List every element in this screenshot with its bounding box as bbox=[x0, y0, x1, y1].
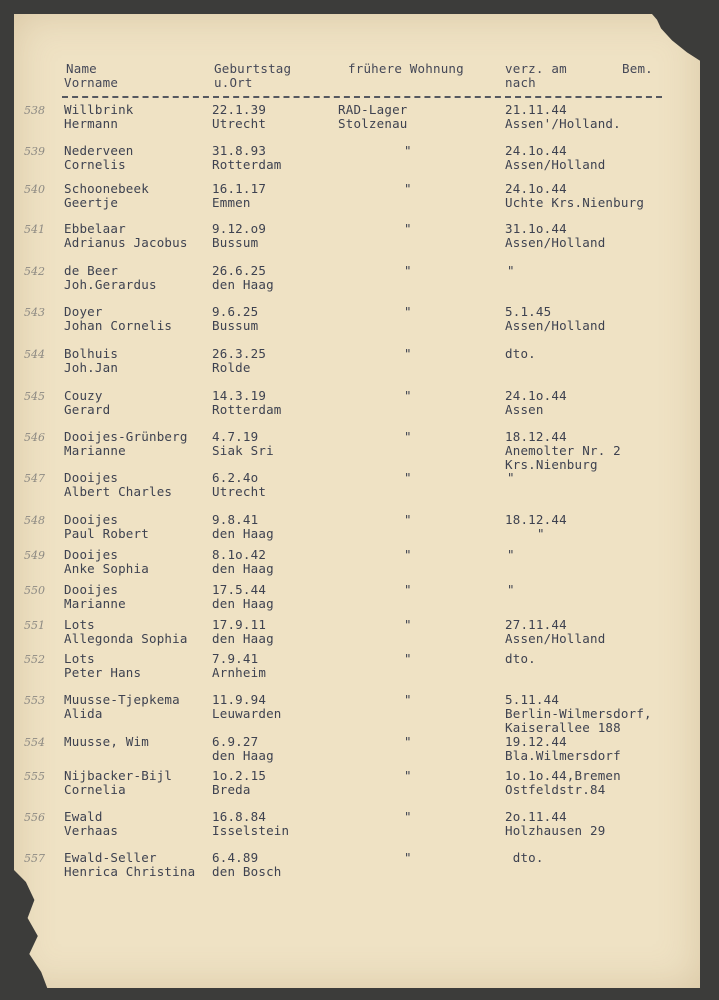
moved-destination-line2: Kaiserallee 188 bbox=[505, 720, 621, 735]
birth-date: 6.9.27 bbox=[212, 734, 259, 749]
moved-date: 24.1o.44 bbox=[505, 181, 567, 196]
birth-place: Rolde bbox=[212, 360, 251, 375]
row-number: 543 bbox=[24, 306, 45, 319]
given-name: Alida bbox=[64, 706, 103, 721]
birth-date: 1o.2.15 bbox=[212, 768, 267, 783]
previous-residence-ditto: " bbox=[404, 582, 412, 597]
surname: Ebbelaar bbox=[64, 221, 126, 236]
birth-place: den Haag bbox=[212, 561, 274, 576]
row-number: 539 bbox=[24, 145, 45, 158]
row-number: 551 bbox=[24, 619, 45, 632]
surname: Muusse-Tjepkema bbox=[64, 692, 180, 707]
given-name: Marianne bbox=[64, 596, 126, 611]
birth-date: 16.8.84 bbox=[212, 809, 267, 824]
birth-place: Bussum bbox=[212, 235, 259, 250]
birth-date: 4.7.19 bbox=[212, 429, 259, 444]
given-name: Peter Hans bbox=[64, 665, 142, 680]
row-number: 544 bbox=[24, 348, 45, 361]
birth-place: Emmen bbox=[212, 195, 251, 210]
moved-date: 18.12.44 bbox=[505, 429, 567, 444]
moved-destination: Holzhausen 29 bbox=[505, 823, 606, 838]
birth-place: den Haag bbox=[212, 596, 274, 611]
previous-residence-ditto: " bbox=[404, 768, 412, 783]
surname: Dooijes bbox=[64, 512, 119, 527]
moved-destination: Assen/Holland bbox=[505, 235, 606, 250]
given-name: Anke Sophia bbox=[64, 561, 149, 576]
birth-date: 26.6.25 bbox=[212, 263, 267, 278]
given-name: Joh.Gerardus bbox=[64, 277, 157, 292]
surname: Ewald bbox=[64, 809, 103, 824]
previous-residence-ditto: " bbox=[404, 809, 412, 824]
row-number: 548 bbox=[24, 514, 45, 527]
given-name: Gerard bbox=[64, 402, 111, 417]
given-name: Verhaas bbox=[64, 823, 119, 838]
birth-place: Bussum bbox=[212, 318, 259, 333]
birth-place: den Haag bbox=[212, 748, 274, 763]
surname: Willbrink bbox=[64, 102, 134, 117]
header-remarks: Bem. bbox=[622, 61, 653, 76]
birth-place: Rotterdam bbox=[212, 402, 282, 417]
surname: Lots bbox=[64, 617, 95, 632]
header-moved-to: nach bbox=[505, 75, 536, 90]
previous-residence-ditto: " bbox=[404, 429, 412, 444]
header-name: Name bbox=[66, 61, 97, 76]
birth-date: 9.8.41 bbox=[212, 512, 259, 527]
moved-destination: Ostfeldstr.84 bbox=[505, 782, 606, 797]
moved-date: " bbox=[507, 547, 515, 562]
birth-date: 6.2.4o bbox=[212, 470, 259, 485]
surname: Muusse, Wim bbox=[64, 734, 149, 749]
row-number: 555 bbox=[24, 770, 45, 783]
moved-date: 27.11.44 bbox=[505, 617, 567, 632]
birth-place: Utrecht bbox=[212, 484, 267, 499]
moved-date: dto. bbox=[505, 651, 536, 666]
previous-residence-ditto: " bbox=[404, 470, 412, 485]
given-name: Cornelis bbox=[64, 157, 126, 172]
given-name: Henrica Christina bbox=[64, 864, 196, 879]
birth-place: Leuwarden bbox=[212, 706, 282, 721]
moved-date: " bbox=[507, 582, 515, 597]
birth-place: den Bosch bbox=[212, 864, 282, 879]
surname: Bolhuis bbox=[64, 346, 119, 361]
row-number: 549 bbox=[24, 549, 45, 562]
row-number: 545 bbox=[24, 390, 45, 403]
moved-date: 18.12.44 bbox=[505, 512, 567, 527]
surname: Dooijes bbox=[64, 582, 119, 597]
birth-date: 9.6.25 bbox=[212, 304, 259, 319]
row-number: 554 bbox=[24, 736, 45, 749]
birth-place: Rotterdam bbox=[212, 157, 282, 172]
row-number: 550 bbox=[24, 584, 45, 597]
birth-place: Breda bbox=[212, 782, 251, 797]
moved-destination: Uchte Krs.Nienburg bbox=[505, 195, 645, 210]
birth-date: 17.9.11 bbox=[212, 617, 267, 632]
surname: Lots bbox=[64, 651, 95, 666]
birth-date: 8.1o.42 bbox=[212, 547, 267, 562]
previous-residence-ditto: " bbox=[404, 617, 412, 632]
row-number: 553 bbox=[24, 694, 45, 707]
moved-date: 5.1.45 bbox=[505, 304, 552, 319]
birth-place: Arnheim bbox=[212, 665, 267, 680]
moved-destination: Assen bbox=[505, 402, 544, 417]
moved-date: dto. bbox=[505, 850, 544, 865]
previous-residence-ditto: " bbox=[404, 547, 412, 562]
previous-residence-ditto: " bbox=[404, 263, 412, 278]
header-place: u.Ort bbox=[214, 75, 253, 90]
surname: Nijbacker-Bijl bbox=[64, 768, 173, 783]
row-number: 541 bbox=[24, 223, 45, 236]
moved-destination: Assen/Holland bbox=[505, 318, 606, 333]
moved-date: 19.12.44 bbox=[505, 734, 567, 749]
given-name: Albert Charles bbox=[64, 484, 173, 499]
previous-residence-ditto: " bbox=[404, 512, 412, 527]
given-name: Cornelia bbox=[64, 782, 126, 797]
previous-residence: RAD-Lager bbox=[338, 102, 408, 117]
birth-date: 22.1.39 bbox=[212, 102, 267, 117]
moved-date: 21.11.44 bbox=[505, 102, 567, 117]
previous-residence-ditto: " bbox=[404, 143, 412, 158]
birth-date: 26.3.25 bbox=[212, 346, 267, 361]
moved-destination: Assen'/Holland. bbox=[505, 116, 621, 131]
given-name: Geertje bbox=[64, 195, 119, 210]
previous-residence-ditto: " bbox=[404, 346, 412, 361]
row-number: 538 bbox=[24, 104, 45, 117]
moved-date: " bbox=[507, 470, 515, 485]
birth-date: 14.3.19 bbox=[212, 388, 267, 403]
previous-residence-ditto: " bbox=[404, 181, 412, 196]
given-name: Adrianus Jacobus bbox=[64, 235, 188, 250]
given-name: Hermann bbox=[64, 116, 119, 131]
surname: Dooijes-Grünberg bbox=[64, 429, 188, 444]
previous-residence-ditto: " bbox=[404, 850, 412, 865]
moved-destination: Assen/Holland bbox=[505, 631, 606, 646]
moved-date: 2o.11.44 bbox=[505, 809, 567, 824]
header-previous-residence: frühere Wohnung bbox=[348, 61, 464, 76]
moved-destination: Bla.Wilmersdorf bbox=[505, 748, 621, 763]
given-name: Allegonda Sophia bbox=[64, 631, 188, 646]
birth-date: 7.9.41 bbox=[212, 651, 259, 666]
header-vorname: Vorname bbox=[64, 75, 119, 90]
surname: Dooijes bbox=[64, 547, 119, 562]
birth-place: den Haag bbox=[212, 277, 274, 292]
birth-date: 16.1.17 bbox=[212, 181, 267, 196]
moved-date: 24.1o.44 bbox=[505, 143, 567, 158]
moved-date: 31.1o.44 bbox=[505, 221, 567, 236]
previous-residence-ditto: " bbox=[404, 221, 412, 236]
surname: de Beer bbox=[64, 263, 119, 278]
row-number: 542 bbox=[24, 265, 45, 278]
header-divider bbox=[62, 96, 662, 98]
previous-residence-ditto: " bbox=[404, 734, 412, 749]
moved-date: " bbox=[507, 263, 515, 278]
birth-date: 31.8.93 bbox=[212, 143, 267, 158]
row-number: 556 bbox=[24, 811, 45, 824]
given-name: Marianne bbox=[64, 443, 126, 458]
moved-date: 1o.1o.44,Bremen bbox=[505, 768, 621, 783]
header-moved-date: verz. am bbox=[505, 61, 567, 76]
birth-date: 9.12.o9 bbox=[212, 221, 267, 236]
previous-residence-ditto: " bbox=[404, 304, 412, 319]
previous-residence-line2: Stolzenau bbox=[338, 116, 408, 131]
moved-destination-line2: Krs.Nienburg bbox=[505, 457, 598, 472]
previous-residence-ditto: " bbox=[404, 692, 412, 707]
birth-date: 17.5.44 bbox=[212, 582, 267, 597]
birth-place: Isselstein bbox=[212, 823, 290, 838]
row-number: 552 bbox=[24, 653, 45, 666]
surname: Schoonebeek bbox=[64, 181, 149, 196]
given-name: Johan Cornelis bbox=[64, 318, 173, 333]
moved-destination: Berlin-Wilmersdorf, bbox=[505, 706, 652, 721]
birth-place: den Haag bbox=[212, 631, 274, 646]
surname: Nederveen bbox=[64, 143, 134, 158]
previous-residence-ditto: " bbox=[404, 388, 412, 403]
given-name: Paul Robert bbox=[64, 526, 149, 541]
row-number: 557 bbox=[24, 852, 45, 865]
birth-place: Siak Sri bbox=[212, 443, 274, 458]
row-number: 547 bbox=[24, 472, 45, 485]
moved-date: 24.1o.44 bbox=[505, 388, 567, 403]
previous-residence-ditto: " bbox=[404, 651, 412, 666]
header-birth: Geburtstag bbox=[214, 61, 292, 76]
moved-date: 5.11.44 bbox=[505, 692, 560, 707]
birth-place: Utrecht bbox=[212, 116, 267, 131]
surname: Ewald-Seller bbox=[64, 850, 157, 865]
row-number: 546 bbox=[24, 431, 45, 444]
moved-date: dto. bbox=[505, 346, 536, 361]
birth-place: den Haag bbox=[212, 526, 274, 541]
moved-destination: Assen/Holland bbox=[505, 157, 606, 172]
moved-destination: " bbox=[537, 526, 545, 541]
birth-date: 11.9.94 bbox=[212, 692, 267, 707]
surname: Doyer bbox=[64, 304, 103, 319]
birth-date: 6.4.89 bbox=[212, 850, 259, 865]
row-number: 540 bbox=[24, 183, 45, 196]
moved-destination: Anemolter Nr. 2 bbox=[505, 443, 621, 458]
given-name: Joh.Jan bbox=[64, 360, 119, 375]
surname: Couzy bbox=[64, 388, 103, 403]
surname: Dooijes bbox=[64, 470, 119, 485]
